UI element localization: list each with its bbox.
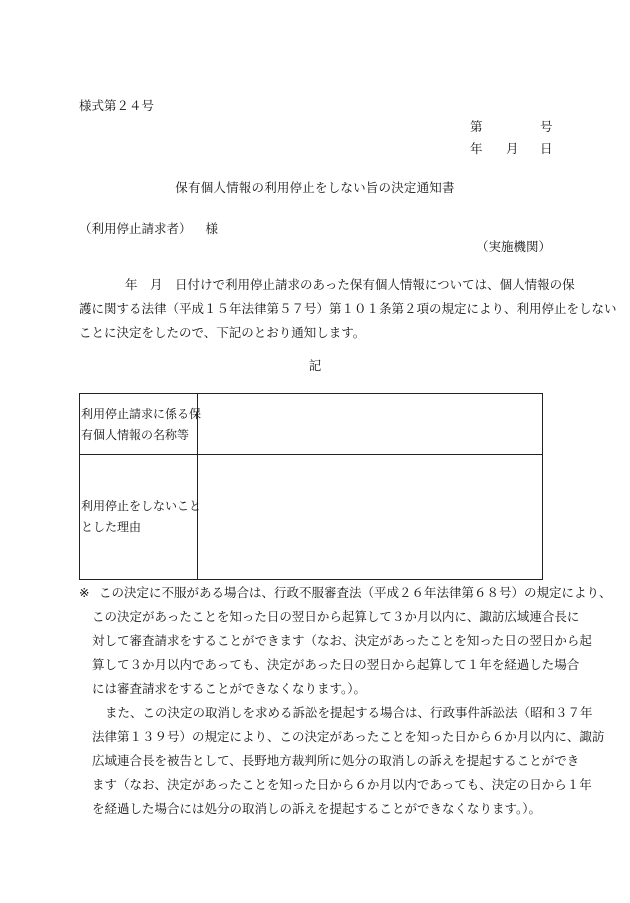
note-line: また、この決定の取消しを求める訴訟を提起する場合は、行政事件訴訟法（昭和３７年 bbox=[105, 705, 593, 720]
note-line: には審査請求をすることができなくなります。）。 bbox=[92, 681, 367, 696]
note-line: を経過した場合には処分の取消しの訴えを提起することができなくなります。）。 bbox=[92, 801, 542, 816]
table-row bbox=[80, 394, 542, 455]
notice-body bbox=[79, 273, 617, 345]
notice-body-line: 年 月 日付けで利用停止請求のあった保有個人情報については、個人情報の保 bbox=[125, 277, 575, 292]
form-number: 様式第２４号 bbox=[79, 98, 155, 113]
ki-heading: 記 bbox=[308, 358, 322, 373]
document-title: 保有個人情報の利用停止をしない旨の決定通知書 bbox=[175, 180, 455, 195]
table-label-cell bbox=[80, 394, 202, 454]
recipient-honorific: 様 bbox=[205, 221, 219, 236]
recipient-name: （利用停止請求者） bbox=[79, 221, 192, 236]
document-number-prefix: 第 bbox=[470, 119, 483, 134]
note-line bbox=[79, 581, 612, 605]
note-line: この決定があったことを知った日の翌日から起算して３か月以内に、諏訪広域連合長に bbox=[92, 609, 580, 624]
table-row bbox=[80, 455, 542, 579]
table-label-line: 利用停止請求に係る保 bbox=[81, 407, 202, 421]
notice-body-line: 護に関する法律（平成１５年法律第５７号）第１０１条第２項の規定により、利用停止をしない bbox=[79, 301, 617, 316]
table-label-line: 有個人情報の名称等 bbox=[81, 428, 190, 442]
issuing-agency: （実施機関） bbox=[475, 239, 551, 254]
table-label-line: とした理由 bbox=[81, 520, 142, 534]
table-value-cell bbox=[198, 455, 542, 579]
date-month: 月 bbox=[506, 141, 519, 156]
note-line: ます（なお、決定があったことを知った日から６か月以内であっても、決定の日から１年 bbox=[92, 777, 592, 792]
document-number-suffix: 号 bbox=[540, 119, 553, 134]
notice-body-line: ことに決定をしたので、下記のとおり通知します。 bbox=[79, 325, 366, 340]
detail-table bbox=[79, 393, 543, 580]
date-day: 日 bbox=[540, 141, 553, 156]
table-value-cell bbox=[198, 394, 542, 454]
date-year: 年 bbox=[470, 141, 483, 156]
note-line: 広域連合長を被告として、長野地方裁判所に処分の取消しの訴えを提起することができ bbox=[92, 753, 580, 768]
note-line: 算して３か月以内であっても、決定があった日の翌日から起算して１年を経過した場合 bbox=[92, 657, 580, 672]
note-mark: ※ bbox=[79, 585, 90, 600]
recipient bbox=[79, 219, 218, 237]
table-label-cell bbox=[80, 455, 202, 579]
note-line: 対して審査請求をすることができます（なお、決定があったことを知った日の翌日から起 bbox=[92, 633, 592, 648]
table-label-line: 利用停止をしないこと bbox=[81, 499, 202, 513]
note-text: この決定に不服がある場合は、行政不服審査法（平成２６年法律第６８号）の規定により、 bbox=[99, 585, 612, 600]
appeal-notes bbox=[79, 581, 612, 821]
note-line: 法律第１３９号）の規定により、この決定があったことを知った日から６か月以内に、諏訪 bbox=[92, 729, 605, 744]
